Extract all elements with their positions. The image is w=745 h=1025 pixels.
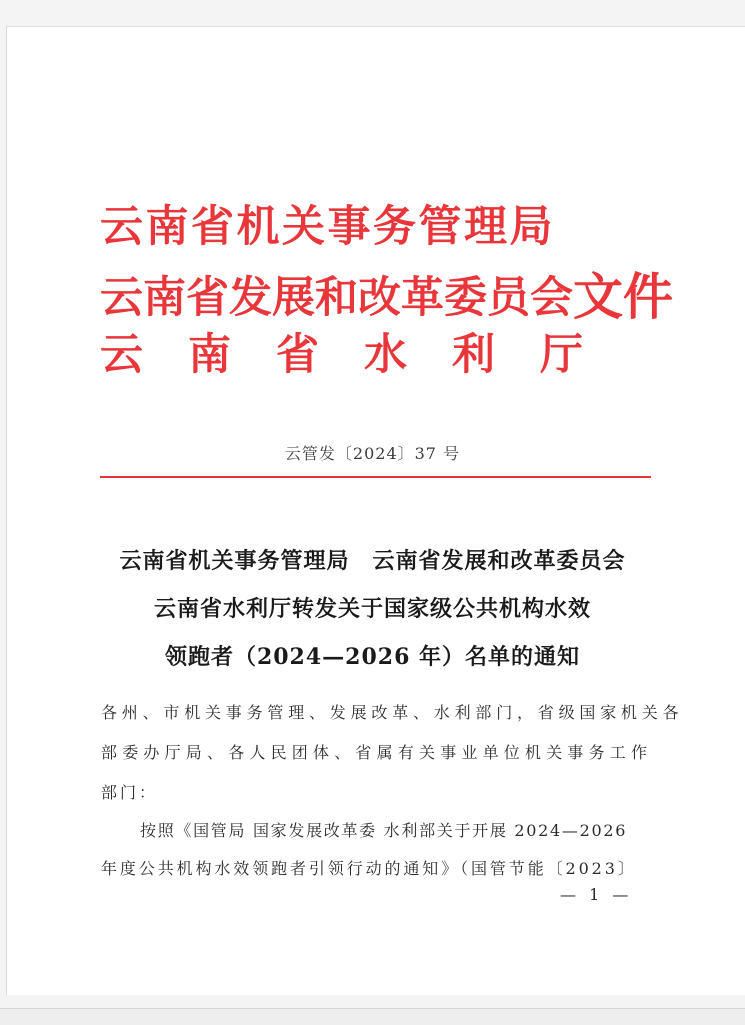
document-number: 云管发〔2024〕37 号 (284, 444, 461, 463)
issuer-char: 利 (452, 330, 495, 380)
red-divider (100, 476, 651, 478)
recipients-line-1: 各州、市机关事务管理、发展改革、水利部门，省级国家机关各 (101, 703, 684, 722)
issuer-line-2 (100, 267, 673, 326)
issuer-char: 厅 (540, 330, 583, 380)
recipients-line-2: 部委办厅局、各人民团体、省属有关事业单位机关事务工作 (101, 743, 653, 762)
next-page-edge (0, 1008, 745, 1025)
title-line-3: 领跑者（2024—2026 年）名单的通知 (164, 644, 581, 670)
title-line-1: 云南省机关事务管理局 云南省发展和改革委员会 (119, 548, 626, 574)
issuer-char: 省 (276, 330, 319, 380)
issuer-line-1: 云南省机关事务管理局 (100, 202, 555, 252)
issuer-line-2-main: 云南省发展和改革委员会 (100, 273, 573, 323)
paragraph-line-1: 按照《国管局 国家发展改革委 水利部关于开展 2024—2026 (140, 821, 628, 840)
issuer-char: 南 (188, 330, 231, 380)
title-line-2: 云南省水利厅转发关于国家级公共机构水效 (153, 596, 591, 622)
issuer-char: 云 (100, 330, 143, 380)
document-page (6, 26, 745, 995)
issuer-line-3 (100, 330, 628, 380)
document-suffix: 文件 (573, 267, 673, 326)
issuer-char: 水 (364, 330, 407, 380)
recipients-line-3: 部门： (101, 783, 159, 802)
paragraph-line-2: 年度公共机构水效领跑者引领行动的通知》（国管节能〔2023〕 (101, 859, 637, 878)
page-number: — 1 — (560, 885, 633, 904)
